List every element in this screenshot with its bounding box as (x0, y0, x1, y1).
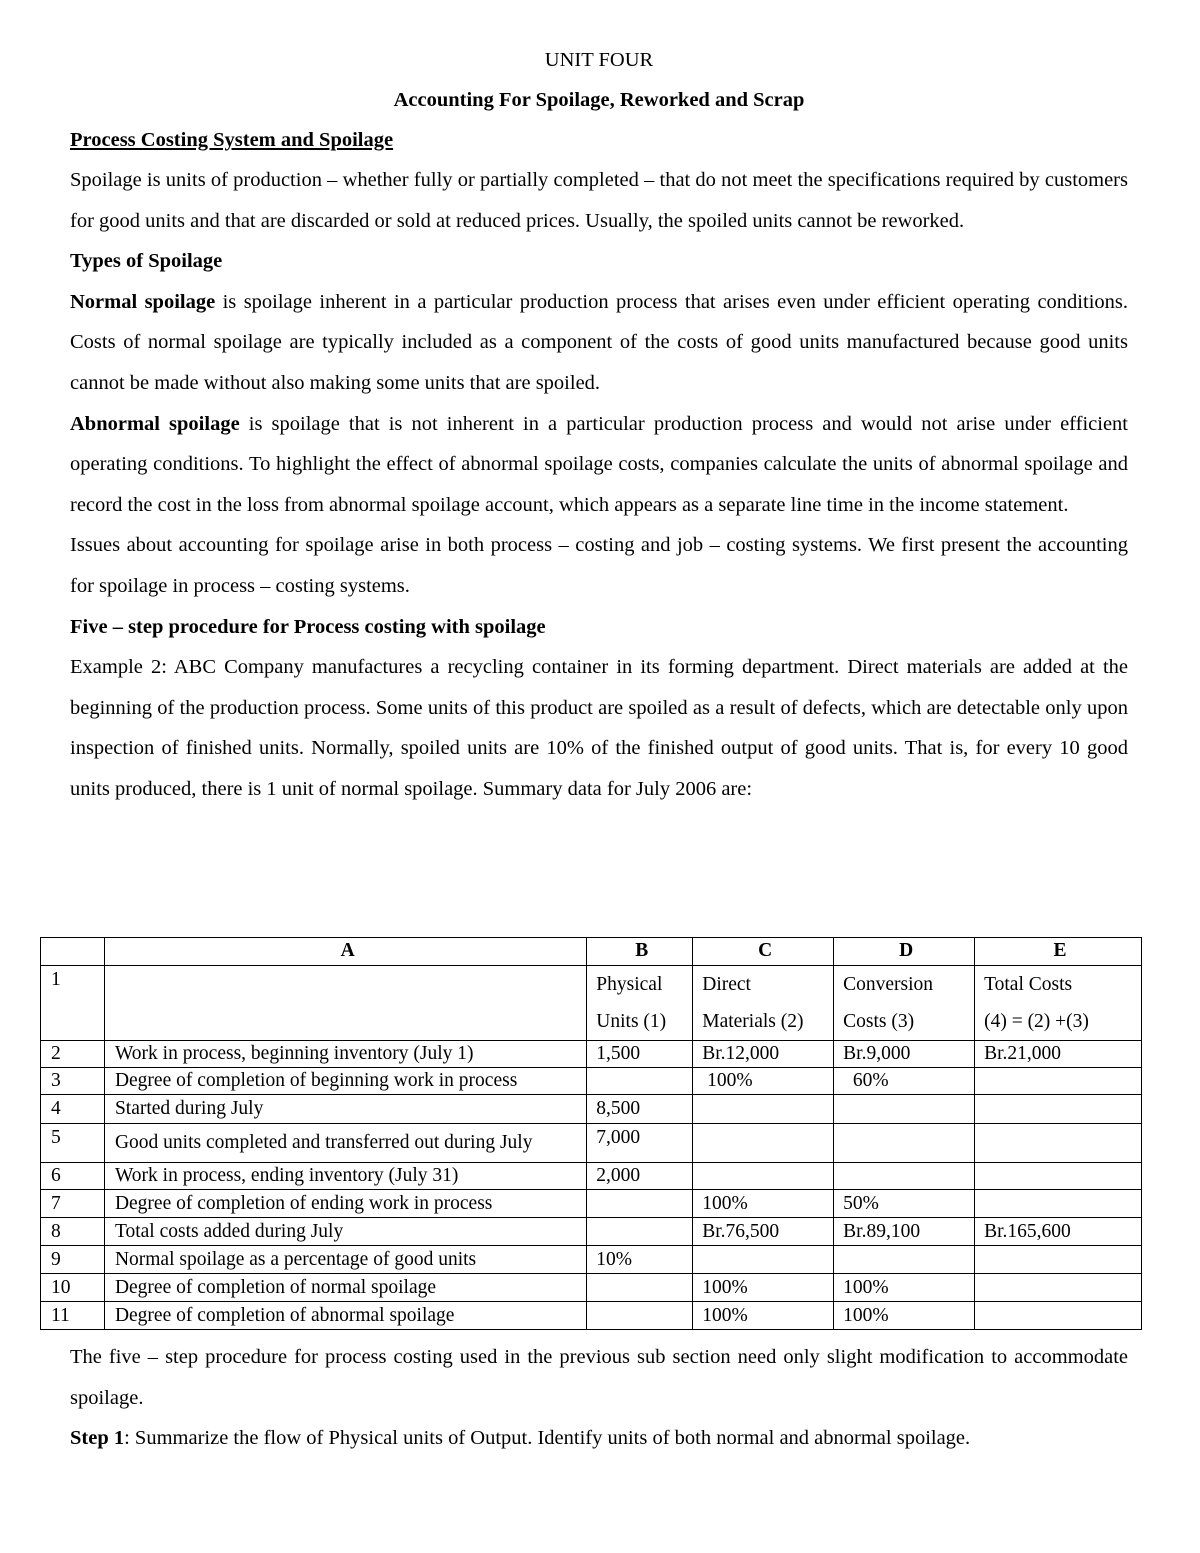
cell-d-line2: Costs (3) (843, 1011, 915, 1032)
cell-d: 50% (834, 1190, 975, 1218)
cell-d: 100% (834, 1302, 975, 1330)
row-number: 5 (41, 1124, 105, 1163)
column-header-a: A (104, 938, 586, 966)
table-row (41, 1218, 1142, 1246)
cell-e (975, 1246, 1142, 1274)
issues-paragraph: Issues about accounting for spoilage arise in both process – costing and job – costing systems. We first present the accounting for spoilage in process – costing systems. (70, 534, 1128, 597)
cell-e (975, 1163, 1142, 1190)
cell-d (834, 1124, 975, 1163)
step-1-paragraph (70, 1418, 1128, 1459)
post-table-text (70, 1337, 1128, 1459)
cell-e-line2: (4) = (2) +(3) (984, 1011, 1089, 1032)
row-number: 3 (41, 1068, 105, 1095)
table-row (41, 1246, 1142, 1274)
table-row (41, 1095, 1142, 1124)
chapter-title: Accounting For Spoilage, Reworked and Scrap (393, 89, 805, 111)
row-number: 9 (41, 1246, 105, 1274)
spoilage-definition: Spoilage is units of production – whether fully or partially completed – that do not meet the specifications required by customers for good units and that are discarded or sold at reduced prices. Usually, the spoiled units cannot be reworked. (70, 169, 1128, 232)
cell-c: Br.76,500 (693, 1218, 834, 1246)
cell-d (834, 1163, 975, 1190)
cell-c (693, 1124, 834, 1163)
cell-e (975, 1302, 1142, 1330)
example-paragraph: Example 2: ABC Company manufactures a recycling container in its forming department. Direct materials are added at the beginning of the production process. Some units of this product are spoiled as a result of defects, which are detectable only upon inspection of finished units. Normally, spoiled units are 10% of the finished output of good units. That is, for every 10 good units produced, there is 1 unit of normal spoilage. Summary data for July 2006 are: (70, 656, 1128, 800)
cell-a: Degree of completion of ending work in process (104, 1190, 586, 1218)
table-row (41, 1041, 1142, 1068)
step-1-text: : Summarize the flow of Physical units of Output. Identify units of both normal and abnormal spoilage. (124, 1427, 971, 1450)
column-header-c: C (693, 938, 834, 966)
cell-d: 60% (834, 1068, 975, 1095)
cell-e (975, 1095, 1142, 1124)
cell-d: 100% (834, 1274, 975, 1302)
row-number: 8 (41, 1218, 105, 1246)
normal-spoilage-term: Normal spoilage (70, 290, 216, 313)
summary-data-table (40, 937, 1142, 1330)
cell-b (587, 1218, 693, 1246)
cell-b (587, 1068, 693, 1095)
cell-c (693, 966, 834, 1041)
cell-c: 100% (693, 1068, 834, 1095)
table-row (41, 1068, 1142, 1095)
types-heading (70, 241, 1128, 282)
row-number: 11 (41, 1302, 105, 1330)
cell-c (693, 1095, 834, 1124)
row-number: 6 (41, 1163, 105, 1190)
cell-c (693, 1163, 834, 1190)
column-letter-row (41, 938, 1142, 966)
table-row (41, 1124, 1142, 1163)
cell-a: Work in process, ending inventory (July 31) (104, 1163, 586, 1190)
cell-d (834, 966, 975, 1041)
table-row (41, 1190, 1142, 1218)
table-row (41, 966, 1142, 1041)
cell-d: Br.9,000 (834, 1041, 975, 1068)
cell-c: 100% (693, 1302, 834, 1330)
column-header-d: D (834, 938, 975, 966)
cell-b: 7,000 (587, 1124, 693, 1163)
cell-c-line2: Materials (2) (702, 1011, 804, 1032)
cell-c: 100% (693, 1190, 834, 1218)
unit-title: UNIT FOUR (544, 49, 654, 71)
five-step-heading-text: Five – step procedure for Process costing with spoilage (70, 615, 546, 638)
table-row (41, 1163, 1142, 1190)
abnormal-spoilage-paragraph (70, 404, 1128, 526)
abnormal-spoilage-term: Abnormal spoilage (70, 412, 240, 435)
cell-a: Started during July (104, 1095, 586, 1124)
cell-b-line2: Units (1) (596, 1011, 667, 1032)
cell-e (975, 966, 1142, 1041)
cell-c-line1: Direct (702, 974, 751, 995)
cell-e (975, 1068, 1142, 1095)
cell-b-line1: Physical (596, 974, 663, 995)
five-step-heading (70, 607, 1128, 648)
cell-d (834, 1095, 975, 1124)
cell-a: Total costs added during July (104, 1218, 586, 1246)
cell-a: Degree of completion of beginning work in process (104, 1068, 586, 1095)
cell-a: Normal spoilage as a percentage of good units (104, 1246, 586, 1274)
cell-a (104, 966, 586, 1041)
cell-b (587, 1190, 693, 1218)
cell-b (587, 1274, 693, 1302)
cell-d (834, 1246, 975, 1274)
cell-a: Work in process, beginning inventory (July 1) (104, 1041, 586, 1068)
row-number: 7 (41, 1190, 105, 1218)
step-1-label: Step 1 (70, 1427, 125, 1450)
corner-cell (41, 938, 105, 966)
cell-d-line1: Conversion (843, 974, 934, 995)
cell-b (587, 1302, 693, 1330)
document-body (70, 45, 1128, 810)
cell-e (975, 1124, 1142, 1163)
section-heading-process-costing: Process Costing System and Spoilage (70, 129, 394, 151)
cell-e (975, 1274, 1142, 1302)
abnormal-spoilage-text: is spoilage that is not inherent in a particular production process and would not arise under efficient operating conditions. To highlight the effect of abnormal spoilage costs, companies calculate the units of abnormal spoilage and record the cost in the loss from abnormal spoilage account, which appears as a separate line time in the income statement. (70, 412, 1128, 516)
cell-e: Br.165,600 (975, 1218, 1142, 1246)
cell-c: Br.12,000 (693, 1041, 834, 1068)
table-row (41, 1274, 1142, 1302)
row-number: 4 (41, 1095, 105, 1124)
column-header-b: B (587, 938, 693, 966)
table-row (41, 1302, 1142, 1330)
cell-a: Degree of completion of abnormal spoilage (104, 1302, 586, 1330)
cell-e (975, 1190, 1142, 1218)
cell-e: Br.21,000 (975, 1041, 1142, 1068)
normal-spoilage-text: is spoilage inherent in a particular production process that arises even under efficient operating conditions. Costs of normal spoilage are typically included as a component of the costs of good units manufactured because good units cannot be made without also making some units that are spoiled. (70, 290, 1128, 394)
cell-e-line1: Total Costs (984, 974, 1073, 995)
cell-b: 2,000 (587, 1163, 693, 1190)
row-number: 10 (41, 1274, 105, 1302)
cell-b (587, 966, 693, 1041)
row-number: 2 (41, 1041, 105, 1068)
cell-b: 1,500 (587, 1041, 693, 1068)
modification-paragraph: The five – step procedure for process costing used in the previous sub section need only slight modification to accommodate spoilage. (70, 1346, 1128, 1409)
cell-d: Br.89,100 (834, 1218, 975, 1246)
types-heading-text: Types of Spoilage (70, 250, 223, 273)
row-number: 1 (41, 966, 105, 1041)
cell-b: 10% (587, 1246, 693, 1274)
cell-b: 8,500 (587, 1095, 693, 1124)
normal-spoilage-paragraph (70, 282, 1128, 404)
cell-c: 100% (693, 1274, 834, 1302)
cell-a: Good units completed and transferred out during July (104, 1124, 586, 1163)
cell-c (693, 1246, 834, 1274)
cell-a: Degree of completion of normal spoilage (104, 1274, 586, 1302)
column-header-e: E (975, 938, 1142, 966)
